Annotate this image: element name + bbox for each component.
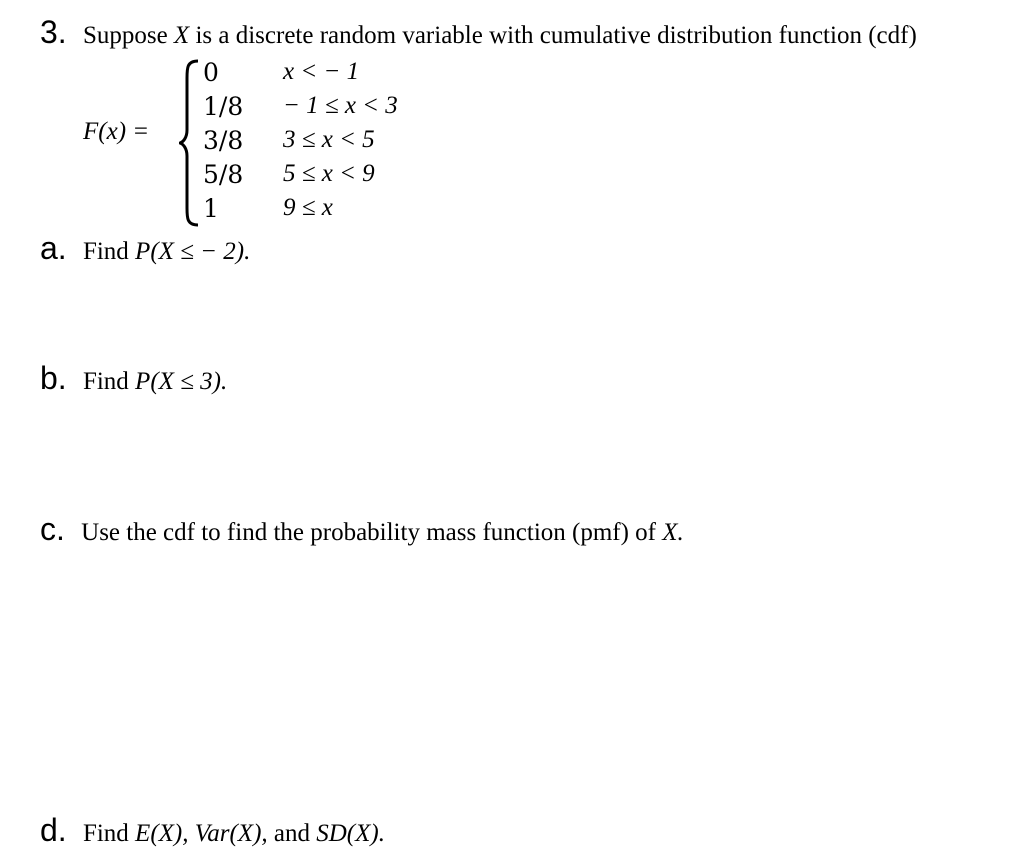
case-value: 0: [203, 58, 219, 87]
part-b-expr: P(X ≤ 3).: [135, 368, 228, 395]
case-condition: 9 ≤ x: [283, 194, 333, 221]
case-condition: 3 ≤ x < 5: [283, 126, 375, 153]
part-a-expr: P(X ≤ − 2).: [135, 238, 251, 265]
case-value: 1/8: [203, 92, 244, 121]
cdf-lhs: F(x) =: [83, 118, 150, 145]
cdf-definition: [83, 58, 503, 228]
part-d-label: d.: [40, 812, 67, 848]
part-d-expr2: SD(X).: [316, 820, 385, 847]
part-d-text: Find: [82, 820, 129, 847]
case-condition: 5 ≤ x < 9: [283, 160, 375, 187]
problem-number: 3.: [40, 14, 67, 50]
part-a: [40, 230, 250, 267]
part-c: [40, 511, 684, 548]
intro-prefix: Suppose: [82, 22, 168, 49]
part-a-text: Find: [82, 238, 129, 265]
case-condition: − 1 ≤ x < 3: [283, 92, 398, 119]
left-brace-icon: [179, 58, 201, 228]
case-value: 1: [203, 194, 219, 223]
part-b-label: b.: [40, 360, 67, 396]
case-value: 3/8: [203, 126, 244, 155]
part-d: [40, 812, 385, 849]
intro-variable: X: [173, 22, 190, 49]
case-condition: x < − 1: [283, 58, 360, 85]
problem-statement: [40, 14, 917, 51]
part-c-label: c.: [40, 511, 65, 547]
part-a-label: a.: [40, 230, 67, 266]
part-d-expr: E(X), Var(X),: [135, 820, 268, 847]
part-d-and: and: [273, 820, 310, 847]
intro-suffix: is a discrete random variable with cumulative distribution function (cdf): [195, 22, 917, 49]
case-value: 5/8: [203, 160, 244, 189]
part-c-expr: X.: [662, 519, 684, 546]
part-b-text: Find: [82, 368, 129, 395]
part-c-text: Use the cdf to find the probability mass function (pmf) of: [81, 519, 657, 546]
part-b: [40, 360, 227, 397]
